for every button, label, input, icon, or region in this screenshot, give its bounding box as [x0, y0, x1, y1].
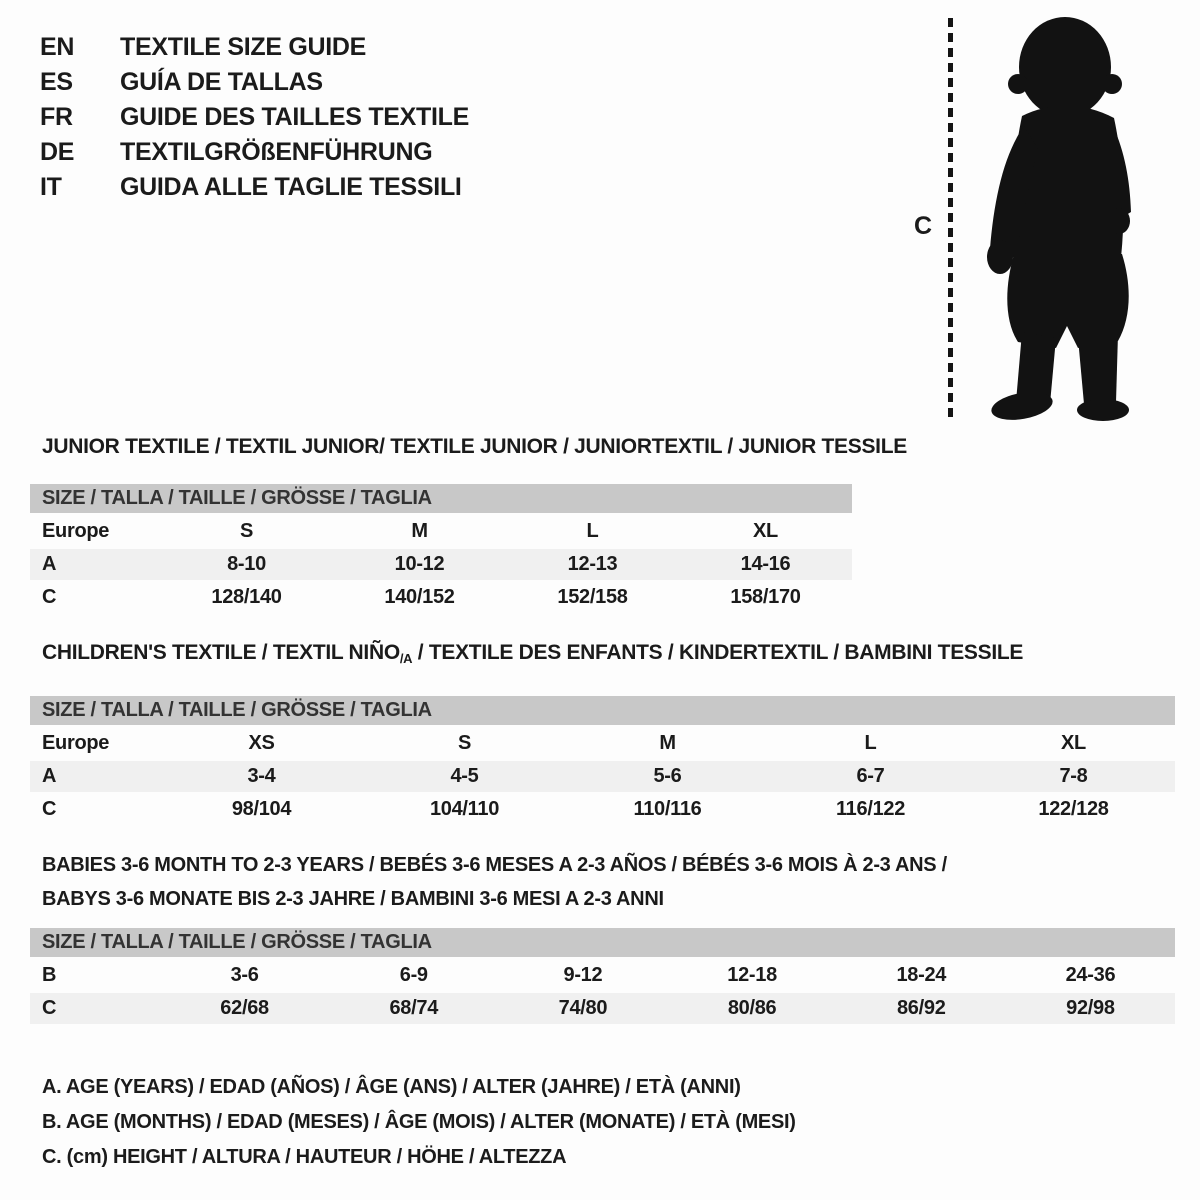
height-measure-dashed-line [948, 18, 953, 418]
size-header-bar: SIZE / TALLA / TAILLE / GRÖSSE / TAGLIA [30, 696, 1175, 725]
cell: 74/80 [558, 997, 608, 1019]
cell: 110/116 [633, 798, 702, 820]
row-label: Europe [42, 520, 110, 542]
children-size-table [30, 728, 1175, 825]
section-junior-textile [30, 434, 907, 615]
cell: 24-36 [1065, 964, 1116, 986]
cell: L [864, 732, 877, 754]
cell: 158/170 [730, 586, 801, 608]
table-row [30, 960, 1175, 991]
lang-code: FR [40, 103, 73, 131]
title-text: / TEXTILE DES ENFANTS / KINDERTEXTIL / BAMBINI TESSILE [412, 641, 1024, 664]
section-childrens-textile [30, 640, 1175, 827]
cell: 92/98 [1066, 997, 1115, 1019]
junior-size-table [30, 516, 852, 613]
row-label: A [42, 553, 57, 575]
lang-row-es [40, 65, 469, 100]
cell: 6-9 [399, 964, 428, 986]
height-measure-label: C [914, 212, 932, 240]
table-row [30, 761, 1175, 792]
lang-row-en [40, 30, 469, 65]
row-label: C [42, 586, 57, 608]
section-title-line2: BABYS 3-6 MONATE BIS 2-3 JAHRE / BAMBINI 3-6 MESI A 2-3 ANNI [42, 888, 664, 910]
cell: 12-13 [567, 553, 618, 575]
babies-size-table [30, 960, 1175, 1024]
lang-title: GUIDE DES TAILLES TEXTILE [120, 103, 470, 131]
legend-age-years: A. AGE (YEARS) / EDAD (AÑOS) / ÂGE (ANS) / ALTER (JAHRE) / ETÀ (ANNI) [42, 1076, 741, 1098]
table-row [30, 794, 1175, 825]
section-title: JUNIOR TEXTILE / TEXTIL JUNIOR/ TEXTILE JUNIOR / JUNIORTEXTIL / JUNIOR TESSILE [42, 435, 907, 458]
size-header-bar: SIZE / TALLA / TAILLE / GRÖSSE / TAGLIA [30, 928, 1175, 957]
section-title [42, 640, 1175, 672]
cell: 18-24 [896, 964, 947, 986]
section-title-line1: BABIES 3-6 MONTH TO 2-3 YEARS / BEBÉS 3-6 MESES A 2-3 AÑOS / BÉBÉS 3-6 MOIS À 2-3 ANS / [42, 854, 947, 876]
lang-row-it [40, 170, 469, 205]
row-label: Europe [42, 732, 110, 754]
row-label: C [42, 997, 57, 1019]
size-header-bar: SIZE / TALLA / TAILLE / GRÖSSE / TAGLIA [30, 484, 852, 513]
table-row [30, 582, 852, 613]
measurement-legend [42, 1070, 796, 1175]
lang-code: ES [40, 68, 73, 96]
cell: 3-6 [230, 964, 259, 986]
section-babies-textile [30, 848, 1175, 1026]
cell: 8-10 [227, 553, 266, 575]
cell: 4-5 [450, 765, 479, 787]
lang-title: GUIDA ALLE TAGLIE TESSILI [120, 173, 462, 201]
cell: 80/86 [727, 997, 777, 1019]
language-header [40, 30, 469, 205]
cell: 9-12 [563, 964, 603, 986]
cell: 116/122 [835, 798, 906, 820]
legend-height-cm: C. (cm) HEIGHT / ALTURA / HAUTEUR / HÖHE / ALTEZZA [42, 1146, 567, 1168]
cell: 5-6 [653, 765, 682, 787]
row-label: A [42, 765, 57, 787]
measurement-figure [900, 12, 1180, 426]
cell: XL [1061, 732, 1086, 754]
cell: S [457, 732, 472, 754]
cell: XS [248, 732, 275, 754]
lang-code: DE [40, 138, 75, 166]
title-subscript: /A [399, 651, 413, 666]
row-label: B [42, 964, 57, 986]
table-row [30, 993, 1175, 1024]
lang-row-fr [40, 100, 469, 135]
lang-title: TEXTILE SIZE GUIDE [120, 33, 367, 61]
cell: 68/74 [389, 997, 439, 1019]
lang-code: EN [40, 33, 75, 61]
cell: 104/110 [429, 798, 500, 820]
cell: 7-8 [1059, 765, 1088, 787]
title-text: CHILDREN'S TEXTILE / TEXTIL NIÑO [42, 641, 400, 664]
cell: 6-7 [856, 765, 885, 787]
cell: 14-16 [740, 553, 791, 575]
cell: S [239, 520, 254, 542]
cell: M [659, 732, 676, 754]
cell: M [411, 520, 428, 542]
toddler-silhouette-icon [972, 14, 1162, 424]
cell: 122/128 [1038, 798, 1109, 820]
cell: 62/68 [220, 997, 269, 1019]
lang-title: GUÍA DE TALLAS [120, 68, 323, 96]
cell: XL [753, 520, 778, 542]
cell: 140/152 [384, 586, 455, 608]
lang-title: TEXTILGRÖßENFÜHRUNG [120, 138, 433, 166]
table-row [30, 516, 852, 547]
cell: 152/158 [557, 586, 628, 608]
table-row [30, 549, 852, 580]
legend-age-months: B. AGE (MONTHS) / EDAD (MESES) / ÂGE (MOIS) / ALTER (MONATE) / ETÀ (MESI) [42, 1111, 796, 1133]
row-label: C [42, 798, 57, 820]
cell: 10-12 [394, 553, 445, 575]
cell: 12-18 [727, 964, 777, 986]
cell: 3-4 [247, 765, 276, 787]
cell: 98/104 [231, 798, 292, 820]
cell: 86/92 [896, 997, 946, 1019]
lang-code: IT [40, 173, 62, 201]
lang-row-de [40, 135, 469, 170]
table-row [30, 728, 1175, 759]
cell: L [586, 520, 599, 542]
cell: 128/140 [211, 586, 282, 608]
